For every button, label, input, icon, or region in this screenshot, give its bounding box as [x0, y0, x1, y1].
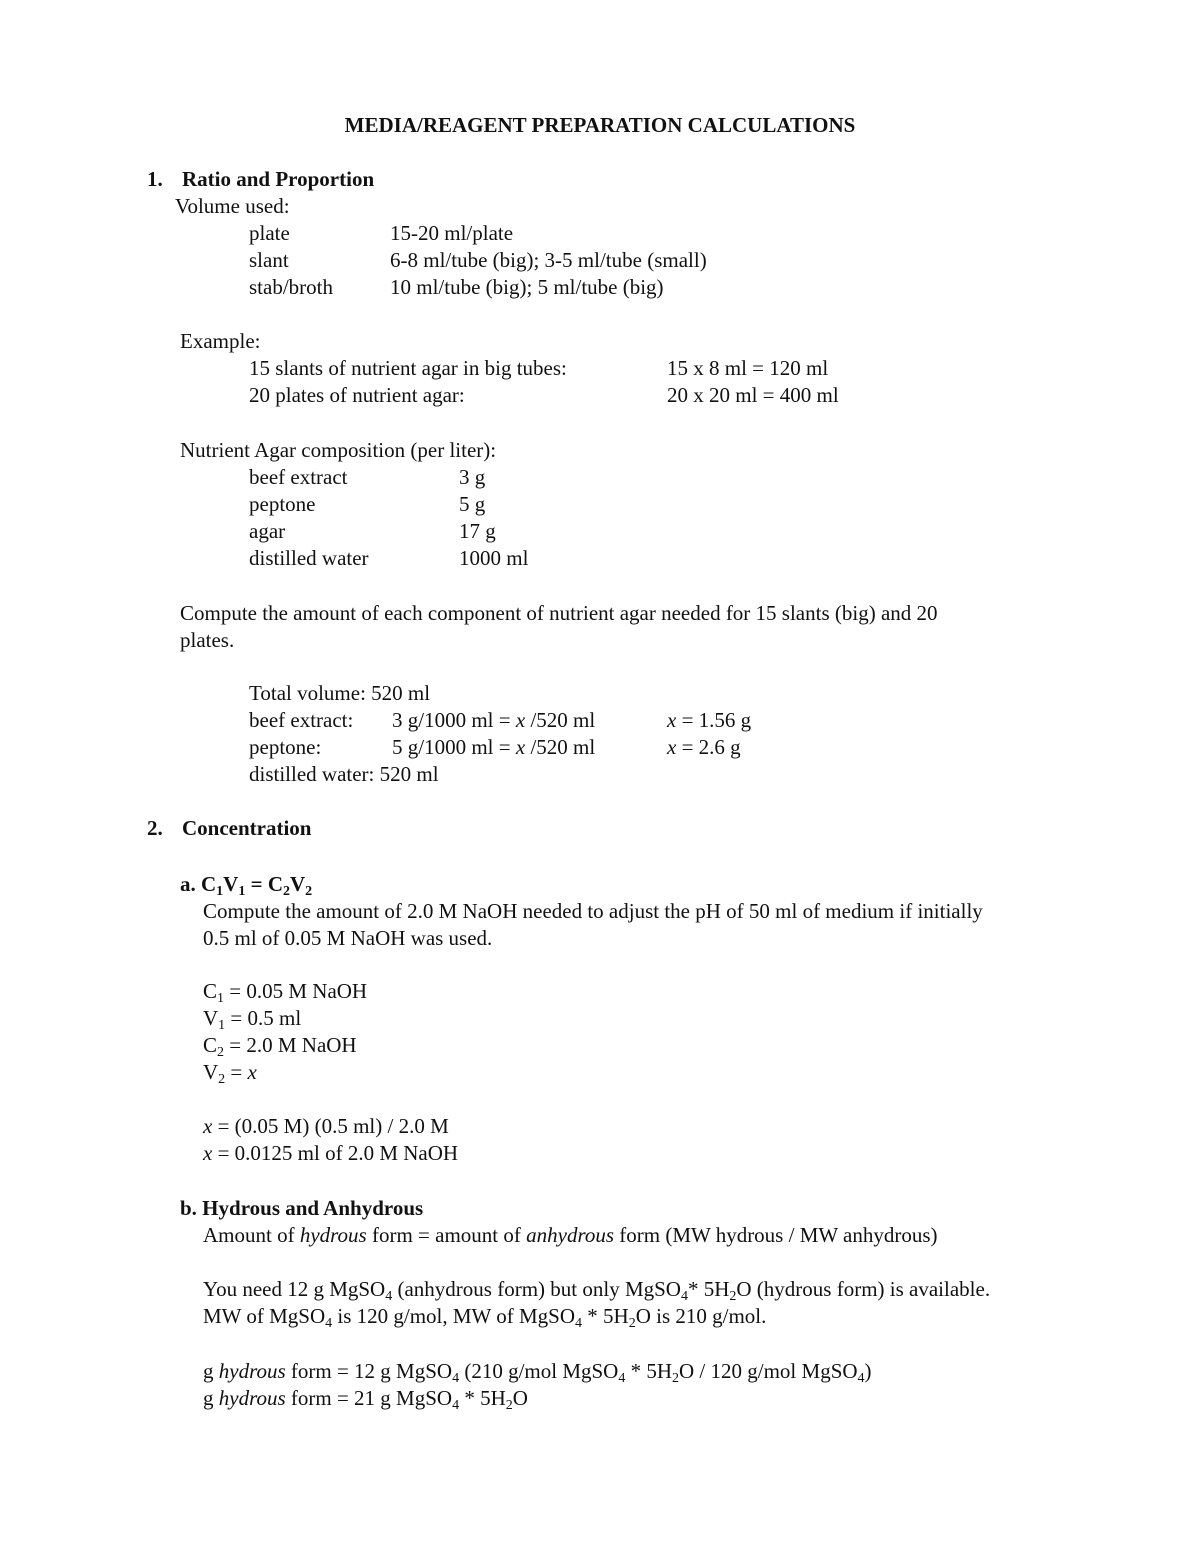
volume-value: 10 ml/tube (big); 5 ml/tube (big) — [390, 275, 664, 299]
example-desc: 15 slants of nutrient agar in big tubes: — [249, 356, 567, 380]
composition-amount: 3 g — [459, 465, 486, 489]
result-line: x = (0.05 M) (0.5 ml) / 2.0 M — [203, 1114, 449, 1138]
question-text: plates. — [180, 628, 235, 652]
result-line: x = 0.0125 ml of 2.0 M NaOH — [203, 1141, 459, 1165]
example-desc: 20 plates of nutrient agar: — [249, 383, 465, 407]
problem-line: MW of MgSO$_4$ is 120 g/mol, MW of MgSO$_4$ * $5H_2O$ is 210 g/mol. — [203, 1304, 767, 1331]
subsection-b-heading: b. Hydrous and Anhydrous — [180, 1196, 424, 1220]
subsection-a-heading: a. $C_1V_1 = C_2V_2$ — [180, 872, 313, 899]
example-label: Example: — [180, 329, 261, 353]
composition-amount: 17 g — [459, 519, 496, 543]
page-title: MEDIA/REAGENT PREPARATION CALCULATIONS — [344, 113, 856, 137]
question-text: Compute the amount of each component of nutrient agar needed for 15 slants (big) and 20 — [180, 601, 938, 625]
volume-value: 6-8 ml/tube (big); 3-5 ml/tube (small) — [390, 248, 707, 272]
problem-line: You need 12 g MgSO$_4$ (anhydrous form) but only MgSO$_4$* $5H_2O$ (hydrous form) is available. — [203, 1277, 991, 1304]
peptone-label: peptone: — [249, 735, 322, 759]
example-calc: 15 x 8 ml = 120 ml — [667, 356, 829, 380]
volume-used-label: Volume used: — [175, 194, 290, 218]
total-volume: Total volume: 520 ml — [249, 681, 431, 705]
v1-line: $V_1 = 0.5$ ml — [203, 1006, 302, 1033]
question-text: Compute the amount of 2.0 M NaOH needed to adjust the pH of 50 ml of medium if initially — [203, 899, 983, 923]
volume-item: plate — [249, 221, 290, 245]
section-2-number: 2. — [147, 816, 163, 840]
equation-line: g hydrous form = 21 g MgSO$_4$ * $5H_2O$ — [203, 1386, 528, 1413]
composition-item: beef extract — [249, 465, 348, 489]
beef-label: beef extract: — [249, 708, 354, 732]
composition-item: agar — [249, 519, 286, 543]
question-text: 0.5 ml of 0.05 M NaOH was used. — [203, 926, 493, 950]
c2-line: $C_2 = 2.0$ M NaOH — [203, 1033, 357, 1060]
beef-result: x = 1.56 g — [667, 708, 752, 732]
peptone-result: x = 2.6 g — [667, 735, 741, 759]
v2-line: $V_2 = x$ — [203, 1060, 257, 1087]
volume-value: 15-20 ml/plate — [390, 221, 514, 245]
section-2-heading: Concentration — [182, 816, 312, 840]
section-1-heading: Ratio and Proportion — [182, 167, 375, 191]
section-1-number: 1. — [147, 167, 163, 191]
composition-label: Nutrient Agar composition (per liter): — [180, 438, 497, 462]
beef-equation: 3 g/1000 ml = x /520 ml — [392, 708, 596, 732]
volume-item: slant — [249, 248, 289, 272]
composition-amount: 1000 ml — [459, 546, 529, 570]
formula-line: Amount of hydrous form = amount of anhydrous form (MW hydrous / MW anhydrous) — [203, 1223, 938, 1247]
composition-item: distilled water — [249, 546, 369, 570]
composition-item: peptone — [249, 492, 316, 516]
peptone-equation: 5 g/1000 ml = x /520 ml — [392, 735, 596, 759]
equation-line: g hydrous form = 12 g MgSO$_4$ (210 g/mol MgSO$_4$ * $5H_2O / 120$ g/mol MgSO$_4$) — [203, 1359, 872, 1386]
volume-item: stab/broth — [249, 275, 333, 299]
c1-line: $C_1 = 0.05$ M NaOH — [203, 979, 368, 1006]
example-calc: 20 x 20 ml = 400 ml — [667, 383, 839, 407]
composition-amount: 5 g — [459, 492, 486, 516]
water-line: distilled water: 520 ml — [249, 762, 439, 786]
